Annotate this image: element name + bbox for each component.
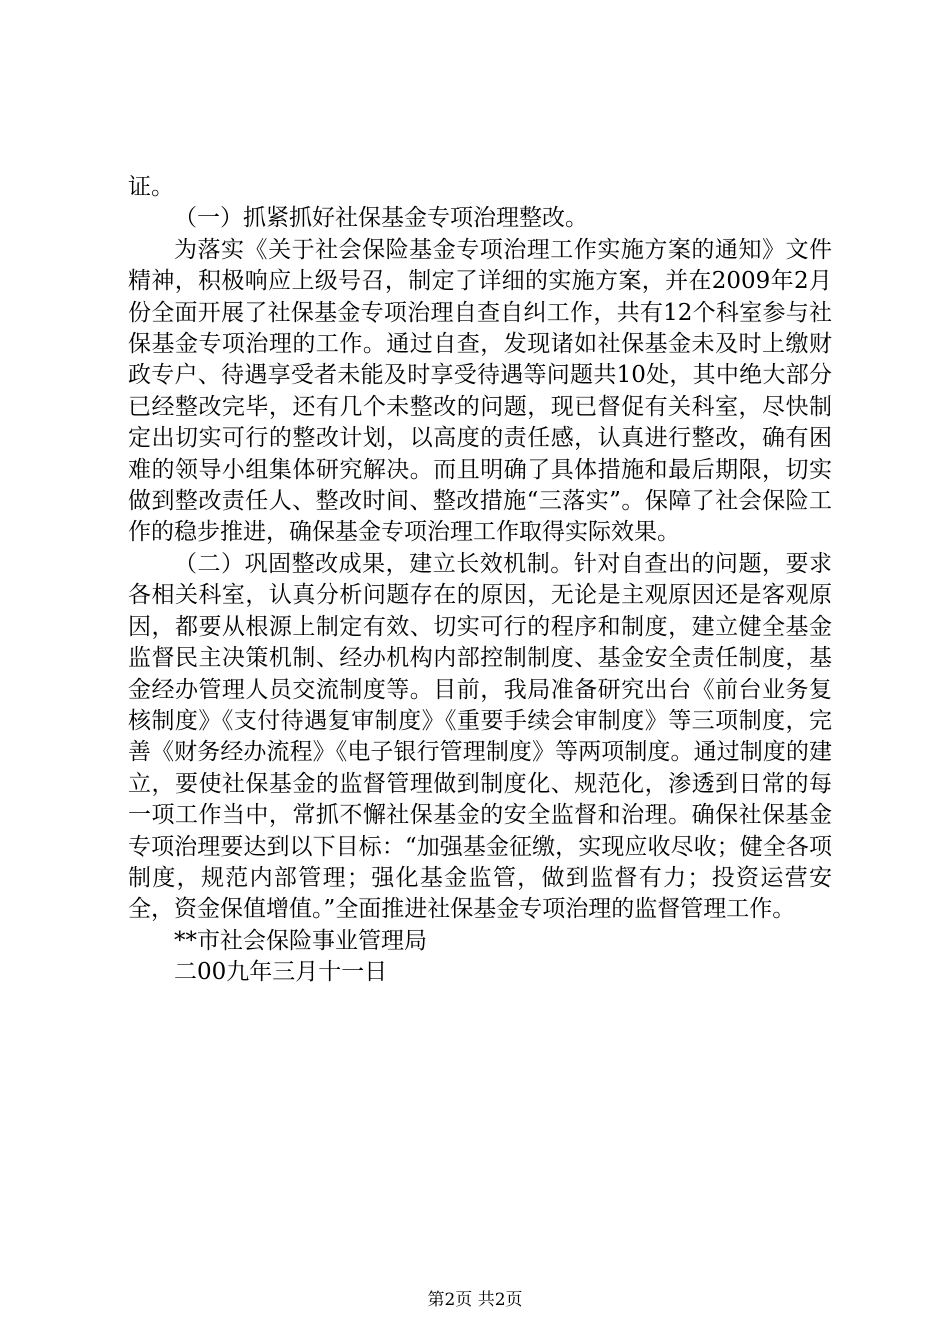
signature-date: 二00九年三月十一日 [174,959,388,986]
paragraph-long-term-mechanism: （二）巩固整改成果，建立长效机制。针对自查出的问题，要求各相关科室，认真分析问题存在的原因，无论是主观原因还是客观原因，都要从根源上制定有效、切实可行的程序和制度，建立健全基金监督民主决策机制、经办机构内部控制制度、基金安全责任制度，基金经办管理人员交流制度等。目前，我局准备研究出台《前台业务复核制度》《支付待遇复审制度》《重要手续会审制度》等三项制度，完善《财务经办流程》《电子银行管理制度》等两项制度。通过制度的建立，要使社保基金的监督管理做到制度化、规范化，渗透到日常的每一项工作当中，常抓不懈社保基金的安全监督和治理。确保社保基金专项治理要达到以下目标：“加强基金征缴，实现应收尽收；健全各项制度，规范内部管理；强化基金监管，做到监督有力；投资运营安全，资金保值增值。”全面推进社保基金专项治理的监督管理工作。 [128,550,832,923]
paragraph-rectification: 为落实《关于社会保险基金专项治理工作实施方案的通知》文件精神，积极响应上级号召，制定了详细的实施方案，并在2009年2月份全面开展了社保基金专项治理自查自纠工作，共有12个科室参与社保基金专项治理的工作。通过自查，发现诸如社保基金未及时上缴财政专户、待遇享受者未能及时享受待遇等问题共10处，其中绝大部分已经整改完毕，还有几个未整改的问题，现已督促有关科室，尽快制定出切实可行的整改计划，以高度的责任感，认真进行整改，确有困难的领导小组集体研究解决。而且明确了具体措施和最后期限，切实做到整改责任人、整改时间、整改措施“三落实”。保障了社会保险工作的稳步推进，确保基金专项治理工作取得实际效果。 [128,236,832,546]
section-heading-1: （一）抓紧抓好社保基金专项治理整改。 [174,205,588,232]
page-number: 第2页 共2页 [427,1290,523,1310]
page-footer [0,1290,950,1310]
signature-organization: **市社会保险事业管理局 [174,927,427,954]
document-body [128,172,832,989]
paragraph-continuation: 证。 [128,174,174,200]
